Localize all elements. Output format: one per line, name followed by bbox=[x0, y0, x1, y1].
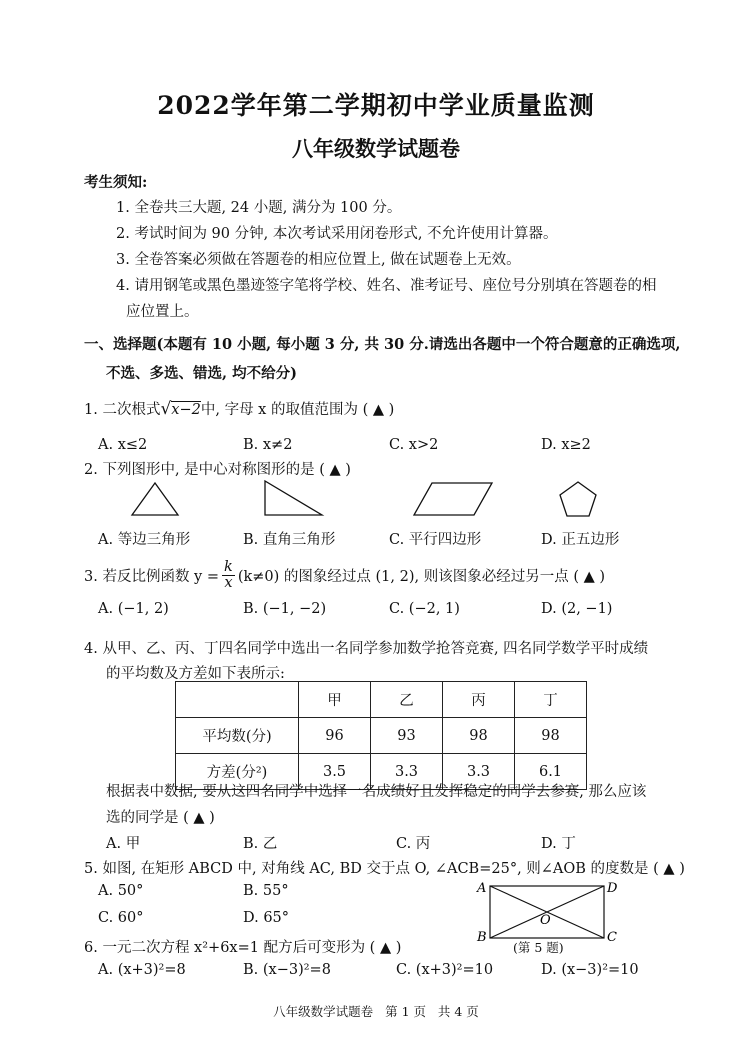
center-label-o: O bbox=[540, 913, 551, 928]
table-header-cell bbox=[176, 682, 299, 718]
q3-fraction bbox=[222, 560, 235, 591]
page-subtitle: 八年级数学试题卷 bbox=[292, 136, 460, 161]
q1-radicand: x−2 bbox=[171, 402, 201, 418]
q3-option-b: B. (−1, −2) bbox=[243, 601, 327, 617]
q6-option-d: D. (x−3)²=10 bbox=[541, 962, 639, 978]
question-4: 4. 从甲、乙、丙、丁四名同学中选出一名同学参加数学抢答竞赛, 四名同学数学平时成绩 bbox=[84, 641, 649, 657]
notice-item: 4. 请用钢笔或黑色墨迹签字笔将学校、姓名、准考证号、座位号分别填在答题卷的相 bbox=[116, 278, 657, 294]
q1-option-c: C. x>2 bbox=[389, 437, 439, 453]
right-triangle-figure bbox=[262, 479, 324, 517]
q3-option-c: C. (−2, 1) bbox=[389, 601, 460, 617]
notice-item: 2. 考试时间为 90 分钟, 本次考试采用闭卷形式, 不允许使用计算器。 bbox=[116, 226, 558, 242]
q6-option-b: B. (x−3)²=8 bbox=[243, 962, 331, 978]
table-cell: 98 bbox=[515, 718, 587, 754]
q3-option-a: A. (−1, 2) bbox=[98, 601, 169, 617]
section-heading: 一、选择题(本题有 10 小题, 每小题 3 分, 共 30 分.请选出各题中一个符合题意的正确选项, bbox=[84, 336, 681, 353]
q5-option-c: C. 60° bbox=[98, 910, 144, 926]
q1-option-d: D. x≥2 bbox=[541, 437, 591, 453]
table-header-cell: 丙 bbox=[443, 682, 515, 718]
section-heading-cont: 不选、多选、错选, 均不给分) bbox=[106, 365, 297, 382]
page-footer: 八年级数学试题卷 第 1 页 共 4 页 bbox=[273, 1004, 479, 1019]
q3-suffix: (k≠0) 的图象经过点 (1, 2), 则该图象必经过另一点 ( ▲ ) bbox=[237, 569, 605, 585]
q1-suffix: 中, 字母 x 的取值范围为 ( ▲ ) bbox=[200, 402, 395, 418]
q5-option-a: A. 50° bbox=[98, 883, 144, 899]
q3-prefix: 3. 若反比例函数 y = bbox=[84, 569, 220, 585]
question-3 bbox=[84, 560, 605, 591]
table-header-cell: 乙 bbox=[371, 682, 443, 718]
q2-option-b: B. 直角三角形 bbox=[243, 532, 336, 548]
notice-heading: 考生须知: bbox=[84, 174, 148, 191]
table-cell: 3.5 bbox=[299, 754, 371, 790]
table-header-row bbox=[176, 682, 587, 718]
parallelogram-figure bbox=[412, 481, 496, 517]
q2-option-d: D. 正五边形 bbox=[541, 532, 620, 548]
regular-pentagon-figure bbox=[558, 480, 602, 520]
page-title: 2022学年第二学期初中学业质量监测 bbox=[157, 91, 595, 120]
q6-option-c: C. (x+3)²=10 bbox=[396, 962, 494, 978]
table-cell: 方差(分²) bbox=[176, 754, 299, 790]
table-cell: 96 bbox=[299, 718, 371, 754]
q1-option-a: A. x≤2 bbox=[98, 437, 148, 453]
q5-option-d: D. 65° bbox=[243, 910, 290, 926]
sqrt-sign: √ bbox=[160, 399, 172, 419]
question-4-cont: 的平均数及方差如下表所示: bbox=[106, 666, 285, 682]
q2-option-a: A. 等边三角形 bbox=[98, 532, 191, 548]
q3-option-d: D. (2, −1) bbox=[541, 601, 613, 617]
vertex-label-d: D bbox=[607, 881, 618, 896]
question-1 bbox=[84, 398, 394, 419]
q4-option-c: C. 丙 bbox=[396, 836, 431, 852]
table-cell: 6.1 bbox=[515, 754, 587, 790]
table-row bbox=[176, 718, 587, 754]
scores-table bbox=[175, 681, 587, 790]
q4-option-b: B. 乙 bbox=[243, 836, 278, 852]
question-6: 6. 一元二次方程 x²+6x=1 配方后可变形为 ( ▲ ) bbox=[84, 940, 402, 956]
q1-prefix: 1. 二次根式 bbox=[84, 402, 161, 418]
q1-option-b: B. x≠2 bbox=[243, 437, 293, 453]
question-5: 5. 如图, 在矩形 ABCD 中, 对角线 AC, BD 交于点 O, ∠ACB=25°, 则∠AOB 的度数是 ( ▲ ) bbox=[84, 861, 685, 877]
question-2: 2. 下列图形中, 是中心对称图形的是 ( ▲ ) bbox=[84, 462, 351, 478]
vertex-label-a: A bbox=[477, 881, 487, 896]
vertex-label-c: C bbox=[607, 930, 617, 945]
table-header-cell: 甲 bbox=[299, 682, 371, 718]
q4-option-d: D. 丁 bbox=[541, 836, 576, 852]
notice-item: 3. 全卷答案必须做在答题卷的相应位置上, 做在试题卷上无效。 bbox=[116, 252, 521, 268]
table-cell: 93 bbox=[371, 718, 443, 754]
q3-numerator: k bbox=[224, 559, 233, 575]
question-4-cont: 根据表中数据, 要从这四名同学中选择一名成绩好且发挥稳定的同学去参赛, 那么应该 bbox=[106, 784, 647, 800]
notice-item: 应位置上。 bbox=[126, 304, 199, 320]
q4-option-a: A. 甲 bbox=[106, 836, 141, 852]
table-cell: 98 bbox=[443, 718, 515, 754]
q2-option-c: C. 平行四边形 bbox=[389, 532, 482, 548]
q5-option-b: B. 55° bbox=[243, 883, 289, 899]
table-cell: 3.3 bbox=[443, 754, 515, 790]
question-4-cont: 选的同学是 ( ▲ ) bbox=[106, 810, 215, 826]
equilateral-triangle-figure bbox=[130, 481, 190, 517]
vertex-label-b: B bbox=[477, 930, 487, 945]
table-header-cell: 丁 bbox=[515, 682, 587, 718]
figure-caption: (第 5 题) bbox=[513, 940, 564, 955]
q3-denominator: x bbox=[224, 575, 233, 591]
notice-item: 1. 全卷共三大题, 24 小题, 满分为 100 分。 bbox=[116, 200, 402, 216]
q6-option-a: A. (x+3)²=8 bbox=[98, 962, 186, 978]
table-cell: 平均数(分) bbox=[176, 718, 299, 754]
table-cell: 3.3 bbox=[371, 754, 443, 790]
